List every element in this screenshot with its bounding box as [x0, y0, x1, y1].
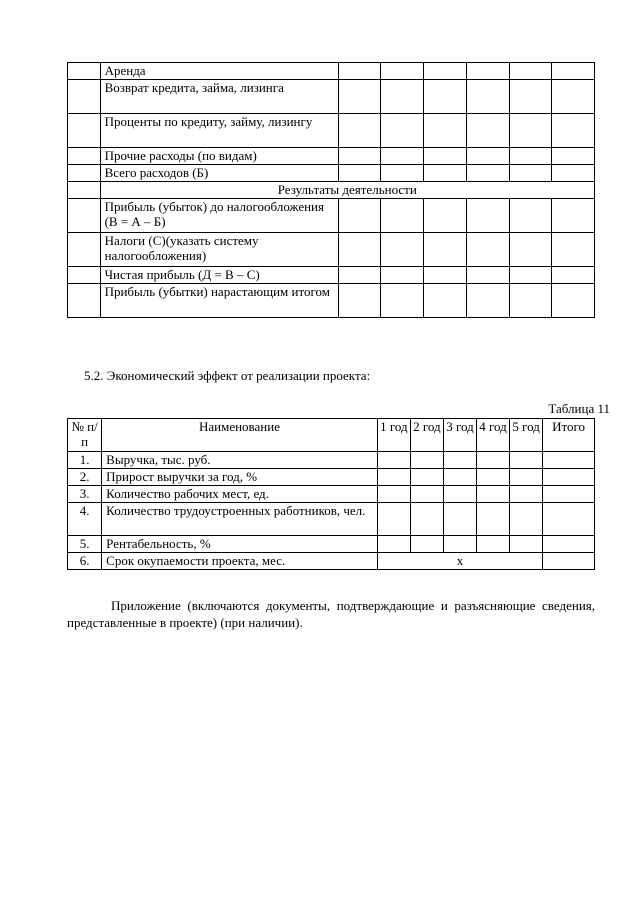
row-num: 5. — [68, 536, 102, 553]
row-label: Прочие расходы (по видам) — [100, 148, 338, 165]
table-row — [68, 114, 595, 148]
economic-effect-table — [67, 418, 595, 570]
row-name: Количество рабочих мест, ед. — [102, 486, 378, 503]
row-name: Прирост выручки за год, % — [102, 469, 378, 486]
row-label: Аренда — [100, 63, 338, 80]
header-total: Итого — [543, 419, 595, 452]
row-num: 3. — [68, 486, 102, 503]
table-row — [68, 469, 595, 486]
table-caption: Таблица 11 — [548, 401, 610, 416]
row-num: 4. — [68, 503, 102, 536]
row-name: Выручка, тыс. руб. — [102, 452, 378, 469]
table-row — [68, 165, 595, 182]
header-name: Наименование — [102, 419, 378, 452]
table-row — [68, 536, 595, 553]
merged-value: x — [377, 553, 542, 570]
section-header: Результаты деятельности — [100, 182, 594, 199]
section-header-row — [68, 182, 595, 199]
table-row — [68, 553, 595, 570]
table-row — [68, 503, 595, 536]
appendix-note: Приложение (включаются документы, подтверждающие и разъясняющие сведения, представленные в проекте) (при наличии). — [67, 598, 595, 630]
section-title: 5.2. Экономический эффект от реализации проекта: — [84, 368, 371, 383]
row-num: 1. — [68, 452, 102, 469]
row-num: 6. — [68, 553, 102, 570]
row-name: Рентабельность, % — [102, 536, 378, 553]
row-label: Прибыль (убыток) до налогообложения (В = А – Б) — [100, 199, 338, 233]
table-row — [68, 80, 595, 114]
table-row — [68, 452, 595, 469]
row-label: Проценты по кредиту, займу, лизингу — [100, 114, 338, 148]
table-row — [68, 63, 595, 80]
row-label: Возврат кредита, займа, лизинга — [100, 80, 338, 114]
header-num: № п/п — [68, 419, 102, 452]
row-label: Чистая прибыль (Д = В – С) — [100, 267, 338, 284]
table-row — [68, 486, 595, 503]
header-year: 3 год — [443, 419, 476, 452]
row-label: Налоги (С)(указать систему налогообложения) — [100, 233, 338, 267]
row-label: Всего расходов (Б) — [100, 165, 338, 182]
table-row — [68, 199, 595, 233]
header-year: 1 год — [377, 419, 410, 452]
table-row — [68, 284, 595, 318]
expenses-results-table — [67, 62, 595, 318]
row-label: Прибыль (убытки) нарастающим итогом — [100, 284, 338, 318]
header-year: 5 год — [510, 419, 543, 452]
row-name: Срок окупаемости проекта, мес. — [102, 553, 378, 570]
header-year: 2 год — [410, 419, 443, 452]
header-year: 4 год — [476, 419, 509, 452]
table-row — [68, 267, 595, 284]
row-name: Количество трудоустроенных работников, чел. — [102, 503, 378, 536]
row-num: 2. — [68, 469, 102, 486]
table-row — [68, 233, 595, 267]
table-row — [68, 148, 595, 165]
table-header-row — [68, 419, 595, 452]
